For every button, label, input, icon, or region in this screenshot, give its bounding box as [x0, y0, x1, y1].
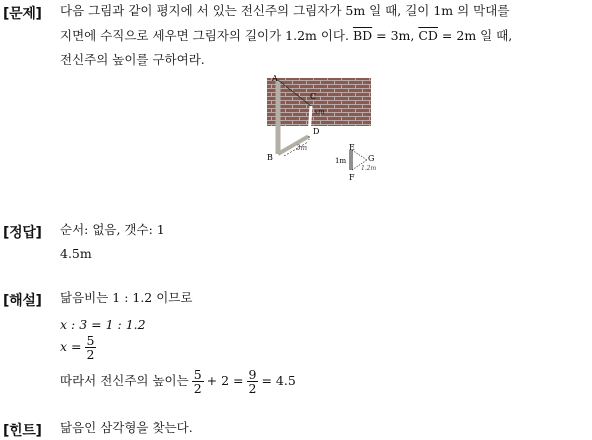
- segment-cd: $\overline{CD}$: [418, 28, 438, 43]
- fraction-5-2-b: [192, 368, 204, 395]
- solution-eq-1: x : 3 = 1 : 1.2: [60, 317, 146, 332]
- answer-line-2: 4.5m: [60, 246, 92, 261]
- problem-line-2: [60, 28, 512, 44]
- hint-label: [힌트]: [3, 423, 42, 439]
- fraction-denominator: 2: [248, 381, 257, 396]
- fraction-denominator: 2: [193, 381, 202, 396]
- problem-figure: [264, 72, 394, 184]
- label-g: G: [368, 154, 375, 163]
- problem-line-1: 다음 그림과 같이 평지에 서 있는 전신주의 그림자가 5m 일 때, 길이 1m 의 막대를: [60, 3, 510, 18]
- solution-eq-3-mid: + 2 =: [206, 373, 244, 388]
- pole-shadow-wall: [309, 106, 311, 136]
- label-1-2m: 1.2m: [361, 165, 377, 172]
- hint-line-1: 닮음인 삼각형을 찾는다.: [60, 420, 193, 435]
- fraction-5-2: [85, 334, 97, 361]
- fraction-numerator: 9: [248, 367, 257, 382]
- answer-line-1: 순서: 없음, 갯수: 1: [60, 222, 165, 237]
- problem-label: [문제]: [3, 6, 42, 22]
- solution-eq-3: [60, 368, 296, 395]
- fraction-numerator: 5: [86, 333, 95, 348]
- label-d: D: [313, 127, 320, 136]
- problem-line-2-text-b: = 3m,: [372, 28, 419, 43]
- segment-bd: $\overline{BD}$: [352, 28, 373, 43]
- solution-line-1: 닮음비는 1 : 1.2 이므로: [60, 290, 193, 305]
- label-3m: 3m: [296, 144, 308, 152]
- problem-line-3: 전신주의 높이를 구하여라.: [60, 52, 205, 67]
- fraction-denominator: 2: [86, 347, 95, 362]
- solution-eq-2: [60, 334, 99, 361]
- label-1m: 1m: [335, 157, 347, 165]
- label-c: C: [310, 92, 317, 101]
- answer-label: [정답]: [3, 225, 42, 241]
- label-e: E: [349, 143, 355, 152]
- label-b: B: [267, 153, 273, 162]
- label-f: F: [349, 173, 355, 182]
- problem-line-2-text-a: 지면에 수직으로 세우면 그림자의 길이가 1.2m 이다.: [60, 28, 353, 43]
- brick-wall: [267, 78, 371, 126]
- label-a: A: [272, 74, 278, 83]
- solution-label: [해설]: [3, 293, 42, 309]
- solution-eq-2-lhs: x =: [60, 339, 82, 354]
- solution-eq-3-end: = 4.5: [261, 373, 296, 388]
- fraction-9-2: [247, 368, 259, 395]
- solution-eq-3-text: 따라서 전신주의 높이는: [60, 373, 189, 388]
- label-xm: xm: [314, 108, 325, 116]
- problem-line-2-text-c: = 2m 일 때,: [437, 28, 513, 43]
- figure-svg: [264, 72, 394, 184]
- fraction-numerator: 5: [193, 367, 202, 382]
